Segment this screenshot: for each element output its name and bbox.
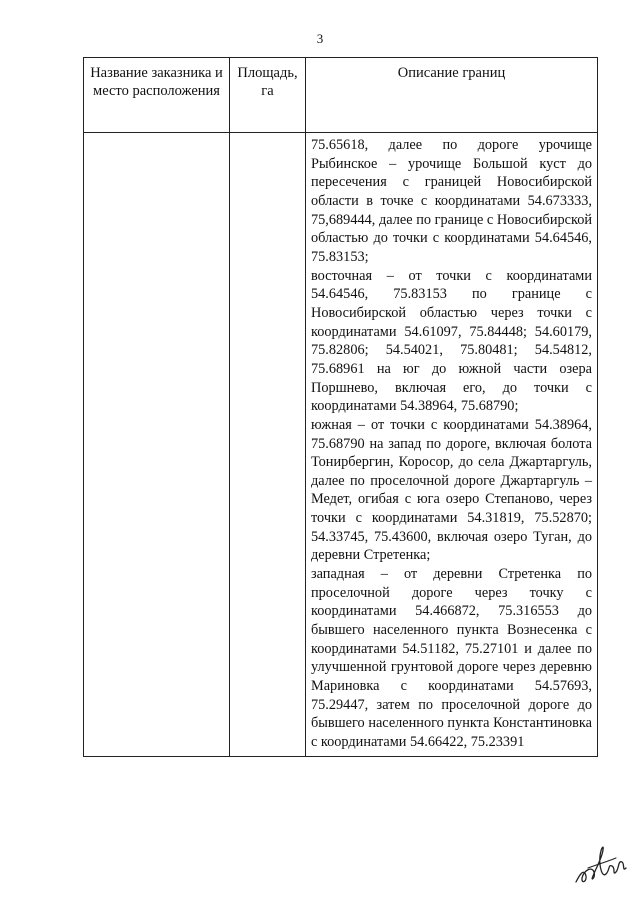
- description-paragraph-south: южная – от точки с координатами 54.38964, 75.68790 на запад по дороге, включая болота Тонирбергин, Коросор, до села Джартаргуль, далее по проселочной дороге Джартаргуль – Медет, огибая с юга озеро Степаново, через точки с координатами 54.31819, 75.52870; 54.33745, 75.43600, включая озеро Туган, до деревни Стретенка;: [311, 416, 592, 564]
- header-description: [306, 58, 598, 133]
- header-area: [230, 58, 306, 133]
- description-paragraph-east: восточная – от точки с координатами 54.64546, 75.83153 по границе с Новосибирской областью через точки с координатами 54.61097, 75.84448; 54.60179, 75.82806; 54.54021, 75.80481; 54.54812, 75.68961 на юг до южной части озера Поршнево, включая его, до точки с координатами 54.38964, 75.68790;: [311, 267, 592, 415]
- header-description-label: Описание границ: [397, 65, 506, 81]
- header-area-label: Площадь, га: [237, 65, 298, 99]
- table-header-row: [84, 58, 598, 133]
- description-paragraph-west: западная – от деревни Стретенка по проселочной дороге через точку с координатами 54.466872, 75.316553 до бывшего населенного пункта Вознесенка с координатами 54.51182, 75.27101 и далее по улучшенной грунтовой дороге через деревню Мариновка с координатами 54.57693, 75.29447, затем по проселочной дороге до бывшего населенного пункта Константиновка с координатами 54.66422, 75.23391: [311, 566, 592, 750]
- boundary-description: [311, 136, 592, 752]
- boundary-table: [83, 57, 598, 757]
- cell-description: [306, 133, 598, 757]
- page-number: 3: [316, 31, 324, 46]
- header-name-label: Название заказника и место расположения: [90, 65, 223, 99]
- cell-area: [230, 133, 306, 757]
- description-paragraph-north-end: 75.65618, далее по дороге урочище Рыбинское – урочище Большой куст до пересечения с границей Новосибирской области в точке с координатами 54.673333, 75,689444, далее по границе с Новосибирской областью до точки с координатами 54.64546, 75.83153;: [311, 137, 592, 265]
- header-name: [84, 58, 230, 133]
- table-row: [84, 133, 598, 757]
- signature-icon: [572, 838, 630, 888]
- cell-name: [84, 133, 230, 757]
